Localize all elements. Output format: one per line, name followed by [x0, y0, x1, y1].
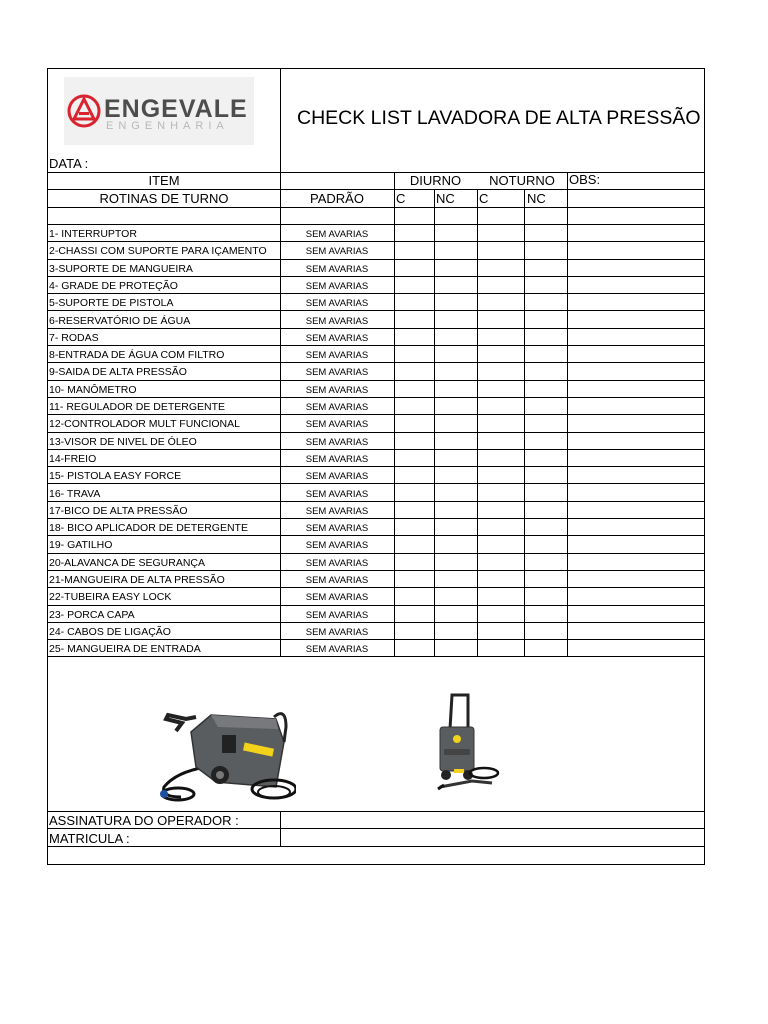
- cell-noturno-c[interactable]: [478, 467, 524, 483]
- row-standard-label: SEM AVARIAS: [305, 471, 369, 483]
- row-standard-label: SEM AVARIAS: [305, 626, 369, 638]
- col-noturno-nc: NC: [527, 191, 546, 206]
- col-item-header: ITEM: [148, 173, 180, 188]
- cell-obs[interactable]: [568, 398, 704, 414]
- cell-noturno-nc[interactable]: [525, 363, 567, 379]
- cell-obs[interactable]: [568, 467, 704, 483]
- col-noturno-c: C: [479, 191, 489, 206]
- cell-noturno-nc[interactable]: [525, 571, 567, 587]
- table-row: [48, 432, 704, 449]
- row-item-label: 24- CABOS DE LIGAÇÃO: [49, 625, 171, 638]
- cell-obs[interactable]: [568, 433, 704, 449]
- cell-diurno-nc[interactable]: [435, 381, 477, 397]
- cell-diurno-nc[interactable]: [435, 415, 477, 431]
- cell-diurno-c[interactable]: [395, 623, 434, 639]
- engevale-logo-icon: [64, 77, 254, 145]
- cell-noturno-nc[interactable]: [525, 554, 567, 570]
- cell-noturno-nc[interactable]: [525, 640, 567, 656]
- cell-noturno-c[interactable]: [478, 312, 524, 328]
- cell-noturno-nc[interactable]: [525, 467, 567, 483]
- cell-diurno-c[interactable]: [395, 363, 434, 379]
- cell-noturno-nc[interactable]: [525, 519, 567, 535]
- col-rotinas-header: ROTINAS DE TURNO: [99, 191, 229, 206]
- cell-obs[interactable]: [568, 381, 704, 397]
- cell-obs[interactable]: [568, 536, 704, 552]
- table-row: [48, 639, 704, 656]
- row-standard-label: SEM AVARIAS: [305, 592, 369, 604]
- cell-diurno-nc[interactable]: [435, 277, 477, 293]
- cell-noturno-c[interactable]: [478, 485, 524, 501]
- cell-noturno-nc[interactable]: [525, 294, 567, 310]
- row-item-label: 1- INTERRUPTOR: [49, 228, 137, 240]
- cell-diurno-nc[interactable]: [435, 346, 477, 362]
- cell-obs[interactable]: [568, 554, 704, 570]
- cell-obs[interactable]: [568, 623, 704, 639]
- cell-noturno-nc[interactable]: [525, 433, 567, 449]
- cell-diurno-c[interactable]: [395, 450, 434, 466]
- cell-obs[interactable]: [568, 312, 704, 328]
- cell-diurno-nc[interactable]: [435, 242, 477, 258]
- row-item-label: 3-SUPORTE DE MANGUEIRA: [49, 262, 193, 275]
- row-item-label: 20-ALAVANCA DE SEGURANÇA: [49, 556, 205, 569]
- row-item-label: 18- BICO APLICADOR DE DETERGENTE: [49, 522, 248, 535]
- cell-noturno-c[interactable]: [478, 277, 524, 293]
- row-item-label: 17-BICO DE ALTA PRESSÃO: [49, 504, 188, 517]
- cell-noturno-c[interactable]: [478, 398, 524, 414]
- col-noturno-header: NOTURNO: [489, 173, 555, 188]
- row-standard-label: SEM AVARIAS: [305, 575, 369, 586]
- cell-obs[interactable]: [568, 502, 704, 518]
- cell-diurno-nc[interactable]: [435, 467, 477, 483]
- row-item-label: 23- PORCA CAPA: [49, 608, 135, 621]
- operator-signature-label: ASSINATURA DO OPERADOR :: [49, 813, 239, 828]
- cell-noturno-c[interactable]: [478, 225, 524, 241]
- cell-diurno-nc[interactable]: [435, 623, 477, 639]
- checklist-sheet: [47, 68, 705, 865]
- page-title: CHECK LIST LAVADORA DE ALTA PRESSÃO: [297, 107, 701, 129]
- cell-noturno-nc[interactable]: [525, 415, 567, 431]
- row-item-label: 15- PISTOLA EASY FORCE: [49, 470, 182, 483]
- cell-diurno-nc[interactable]: [435, 450, 477, 466]
- cell-diurno-nc[interactable]: [435, 260, 477, 276]
- table-row: [48, 293, 704, 310]
- cell-noturno-nc[interactable]: [525, 485, 567, 501]
- row-item-label: 5-SUPORTE DE PISTOLA: [49, 297, 174, 310]
- cell-obs[interactable]: [568, 640, 704, 656]
- table-row: [48, 518, 704, 535]
- col-diurno-header: DIURNO: [409, 173, 462, 188]
- cell-diurno-nc[interactable]: [435, 485, 477, 501]
- cell-noturno-c[interactable]: [478, 536, 524, 552]
- company-logo: [64, 77, 254, 145]
- cell-noturno-c[interactable]: [478, 623, 524, 639]
- row-standard-label: SEM AVARIAS: [305, 523, 369, 535]
- cell-noturno-nc[interactable]: [525, 312, 567, 328]
- table-row: [48, 328, 704, 345]
- cell-noturno-c[interactable]: [478, 450, 524, 466]
- cell-noturno-nc[interactable]: [525, 329, 567, 345]
- table-row: [48, 466, 704, 483]
- table-row: [48, 397, 704, 414]
- cell-noturno-nc[interactable]: [525, 450, 567, 466]
- cell-noturno-c[interactable]: [478, 571, 524, 587]
- cell-noturno-c[interactable]: [478, 346, 524, 362]
- cell-noturno-c[interactable]: [478, 588, 524, 604]
- cell-noturno-nc[interactable]: [525, 242, 567, 258]
- col-diurno-c: C: [396, 191, 406, 206]
- cell-diurno-nc[interactable]: [435, 640, 477, 656]
- table-row: [48, 414, 704, 431]
- cell-diurno-nc[interactable]: [435, 554, 477, 570]
- cell-diurno-c[interactable]: [395, 606, 434, 622]
- cell-diurno-c[interactable]: [395, 467, 434, 483]
- row-item-label: 6-RESERVATÓRIO DE ÁGUA: [49, 314, 191, 327]
- cell-noturno-nc[interactable]: [525, 606, 567, 622]
- row-standard-label: SEM AVARIAS: [305, 436, 369, 448]
- cell-obs[interactable]: [568, 519, 704, 535]
- row-standard-label: SEM AVARIAS: [305, 609, 369, 621]
- table-row: [48, 276, 704, 293]
- cell-noturno-c[interactable]: [478, 433, 524, 449]
- cell-diurno-nc[interactable]: [435, 294, 477, 310]
- cell-noturno-c[interactable]: [478, 363, 524, 379]
- row-standard-label: SEM AVARIAS: [305, 402, 369, 413]
- row-standard-label: SEM AVARIAS: [305, 350, 369, 362]
- cell-diurno-nc[interactable]: [435, 588, 477, 604]
- cell-diurno-nc[interactable]: [435, 225, 477, 241]
- cell-obs[interactable]: [568, 606, 704, 622]
- cell-obs[interactable]: [568, 485, 704, 501]
- registration-field[interactable]: [281, 829, 704, 846]
- date-label: DATA :: [49, 156, 89, 171]
- cell-noturno-nc[interactable]: [525, 588, 567, 604]
- cell-diurno-c[interactable]: [395, 242, 434, 258]
- row-item-label: 2-CHASSI COM SUPORTE PARA IÇAMENTO: [49, 245, 267, 258]
- cell-obs[interactable]: [568, 415, 704, 431]
- row-item-label: 4- GRADE DE PROTEÇÃO: [49, 279, 178, 292]
- logo-sub: ENGENHARIA: [106, 120, 229, 132]
- cell-noturno-nc[interactable]: [525, 398, 567, 414]
- table-row: [48, 311, 704, 328]
- row-standard-label: SEM AVARIAS: [305, 298, 369, 310]
- registration-label: MATRICULA :: [49, 831, 130, 846]
- col-obs-header: OBS:: [569, 172, 601, 187]
- row-standard-label: SEM AVARIAS: [305, 453, 369, 465]
- row-item-label: 13-VISOR DE NIVEL DE ÓLEO: [49, 435, 197, 448]
- cell-noturno-nc[interactable]: [525, 536, 567, 552]
- cell-diurno-c[interactable]: [395, 277, 434, 293]
- row-standard-label: SEM AVARIAS: [305, 367, 369, 379]
- cell-diurno-c[interactable]: [395, 640, 434, 656]
- row-item-label: 19- GATILHO: [49, 539, 113, 552]
- cell-obs[interactable]: [568, 225, 704, 241]
- cell-noturno-c[interactable]: [478, 502, 524, 518]
- table-row: [48, 241, 704, 258]
- cell-obs[interactable]: [568, 329, 704, 345]
- cell-diurno-c[interactable]: [395, 294, 434, 310]
- cell-noturno-c[interactable]: [478, 260, 524, 276]
- row-standard-label: SEM AVARIAS: [305, 419, 369, 431]
- table-row: [48, 622, 704, 639]
- row-item-label: 25- MANGUEIRA DE ENTRADA: [49, 643, 201, 656]
- table-row: [48, 449, 704, 466]
- cell-noturno-c[interactable]: [478, 329, 524, 345]
- cell-noturno-nc[interactable]: [525, 381, 567, 397]
- row-item-label: 11- REGULADOR DE DETERGENTE: [49, 401, 226, 413]
- row-standard-label: SEM AVARIAS: [305, 644, 369, 656]
- cell-diurno-nc[interactable]: [435, 329, 477, 345]
- row-standard-label: SEM AVARIAS: [305, 315, 369, 327]
- table-row: [48, 535, 704, 552]
- cell-diurno-c[interactable]: [395, 346, 434, 362]
- cell-noturno-nc[interactable]: [525, 346, 567, 362]
- table-row: [48, 605, 704, 622]
- cell-diurno-c[interactable]: [395, 433, 434, 449]
- cell-diurno-c[interactable]: [395, 502, 434, 518]
- cell-diurno-c[interactable]: [395, 588, 434, 604]
- row-standard-label: SEM AVARIAS: [305, 246, 369, 258]
- cell-diurno-nc[interactable]: [435, 606, 477, 622]
- cell-obs[interactable]: [568, 571, 704, 587]
- row-item-label: 8-ENTRADA DE ÁGUA COM FILTRO: [49, 349, 225, 362]
- cell-diurno-nc[interactable]: [435, 312, 477, 328]
- row-item-label: 9-SAIDA DE ALTA PRESSÃO: [49, 366, 187, 379]
- row-item-label: 10- MANÔMETRO: [49, 383, 137, 396]
- table-row: [48, 362, 704, 379]
- row-standard-label: SEM AVARIAS: [305, 505, 369, 517]
- cell-noturno-nc[interactable]: [525, 623, 567, 639]
- table-row: [48, 587, 704, 604]
- upright-pressure-washer-icon: [432, 689, 508, 797]
- row-standard-label: SEM AVARIAS: [305, 384, 369, 396]
- cell-diurno-c[interactable]: [395, 398, 434, 414]
- cell-diurno-c[interactable]: [395, 225, 434, 241]
- trolley-pressure-washer-icon: [156, 697, 296, 815]
- table-row: [48, 224, 704, 241]
- table-row: [48, 259, 704, 276]
- cell-diurno-c[interactable]: [395, 485, 434, 501]
- cell-diurno-nc[interactable]: [435, 502, 477, 518]
- cell-noturno-nc[interactable]: [525, 260, 567, 276]
- row-standard-label: SEM AVARIAS: [305, 332, 369, 344]
- cell-obs[interactable]: [568, 260, 704, 276]
- table-row: [48, 553, 704, 570]
- cell-noturno-c[interactable]: [478, 294, 524, 310]
- cell-diurno-nc[interactable]: [435, 571, 477, 587]
- cell-noturno-c[interactable]: [478, 606, 524, 622]
- cell-diurno-nc[interactable]: [435, 536, 477, 552]
- cell-diurno-nc[interactable]: [435, 433, 477, 449]
- table-row: [48, 484, 704, 501]
- row-standard-label: SEM AVARIAS: [305, 540, 369, 552]
- cell-noturno-nc[interactable]: [525, 225, 567, 241]
- cell-noturno-c[interactable]: [478, 640, 524, 656]
- cell-noturno-c[interactable]: [478, 381, 524, 397]
- table-row: [48, 345, 704, 362]
- cell-diurno-c[interactable]: [395, 415, 434, 431]
- cell-obs[interactable]: [568, 277, 704, 293]
- row-standard-label: SEM AVARIAS: [305, 280, 369, 292]
- cell-obs[interactable]: [568, 363, 704, 379]
- row-item-label: 7- RODAS: [49, 331, 99, 344]
- cell-noturno-c[interactable]: [478, 242, 524, 258]
- cell-diurno-c[interactable]: [395, 554, 434, 570]
- cell-noturno-nc[interactable]: [525, 277, 567, 293]
- cell-noturno-c[interactable]: [478, 554, 524, 570]
- cell-diurno-c[interactable]: [395, 260, 434, 276]
- row-item-label: 21-MANGUEIRA DE ALTA PRESSÃO: [49, 574, 225, 586]
- row-item-label: 22-TUBEIRA EASY LOCK: [49, 591, 172, 604]
- cell-noturno-c[interactable]: [478, 415, 524, 431]
- row-standard-label: SEM AVARIAS: [305, 263, 369, 275]
- table-row: [48, 570, 704, 587]
- cell-diurno-nc[interactable]: [435, 363, 477, 379]
- cell-diurno-nc[interactable]: [435, 519, 477, 535]
- logo-brand: ENGEVALE: [104, 95, 248, 123]
- cell-diurno-c[interactable]: [395, 329, 434, 345]
- cell-noturno-nc[interactable]: [525, 502, 567, 518]
- cell-diurno-c[interactable]: [395, 312, 434, 328]
- cell-diurno-nc[interactable]: [435, 398, 477, 414]
- row-standard-label: SEM AVARIAS: [305, 557, 369, 569]
- cell-noturno-c[interactable]: [478, 519, 524, 535]
- cell-diurno-c[interactable]: [395, 519, 434, 535]
- row-standard-label: SEM AVARIAS: [305, 229, 369, 240]
- col-diurno-nc: NC: [436, 191, 455, 206]
- cell-obs[interactable]: [568, 242, 704, 258]
- col-padrao-header: PADRÃO: [310, 191, 364, 206]
- cell-obs[interactable]: [568, 450, 704, 466]
- cell-obs[interactable]: [568, 346, 704, 362]
- operator-signature-field[interactable]: [281, 812, 704, 828]
- cell-obs[interactable]: [568, 588, 704, 604]
- row-item-label: 14-FREIO: [49, 452, 97, 465]
- row-item-label: 12-CONTROLADOR MULT FUNCIONAL: [49, 418, 240, 431]
- table-row: [48, 380, 704, 397]
- cell-diurno-c[interactable]: [395, 536, 434, 552]
- row-standard-label: SEM AVARIAS: [305, 488, 369, 500]
- cell-diurno-c[interactable]: [395, 381, 434, 397]
- row-item-label: 16- TRAVA: [49, 487, 101, 500]
- table-row: [48, 501, 704, 518]
- cell-diurno-c[interactable]: [395, 571, 434, 587]
- cell-obs[interactable]: [568, 294, 704, 310]
